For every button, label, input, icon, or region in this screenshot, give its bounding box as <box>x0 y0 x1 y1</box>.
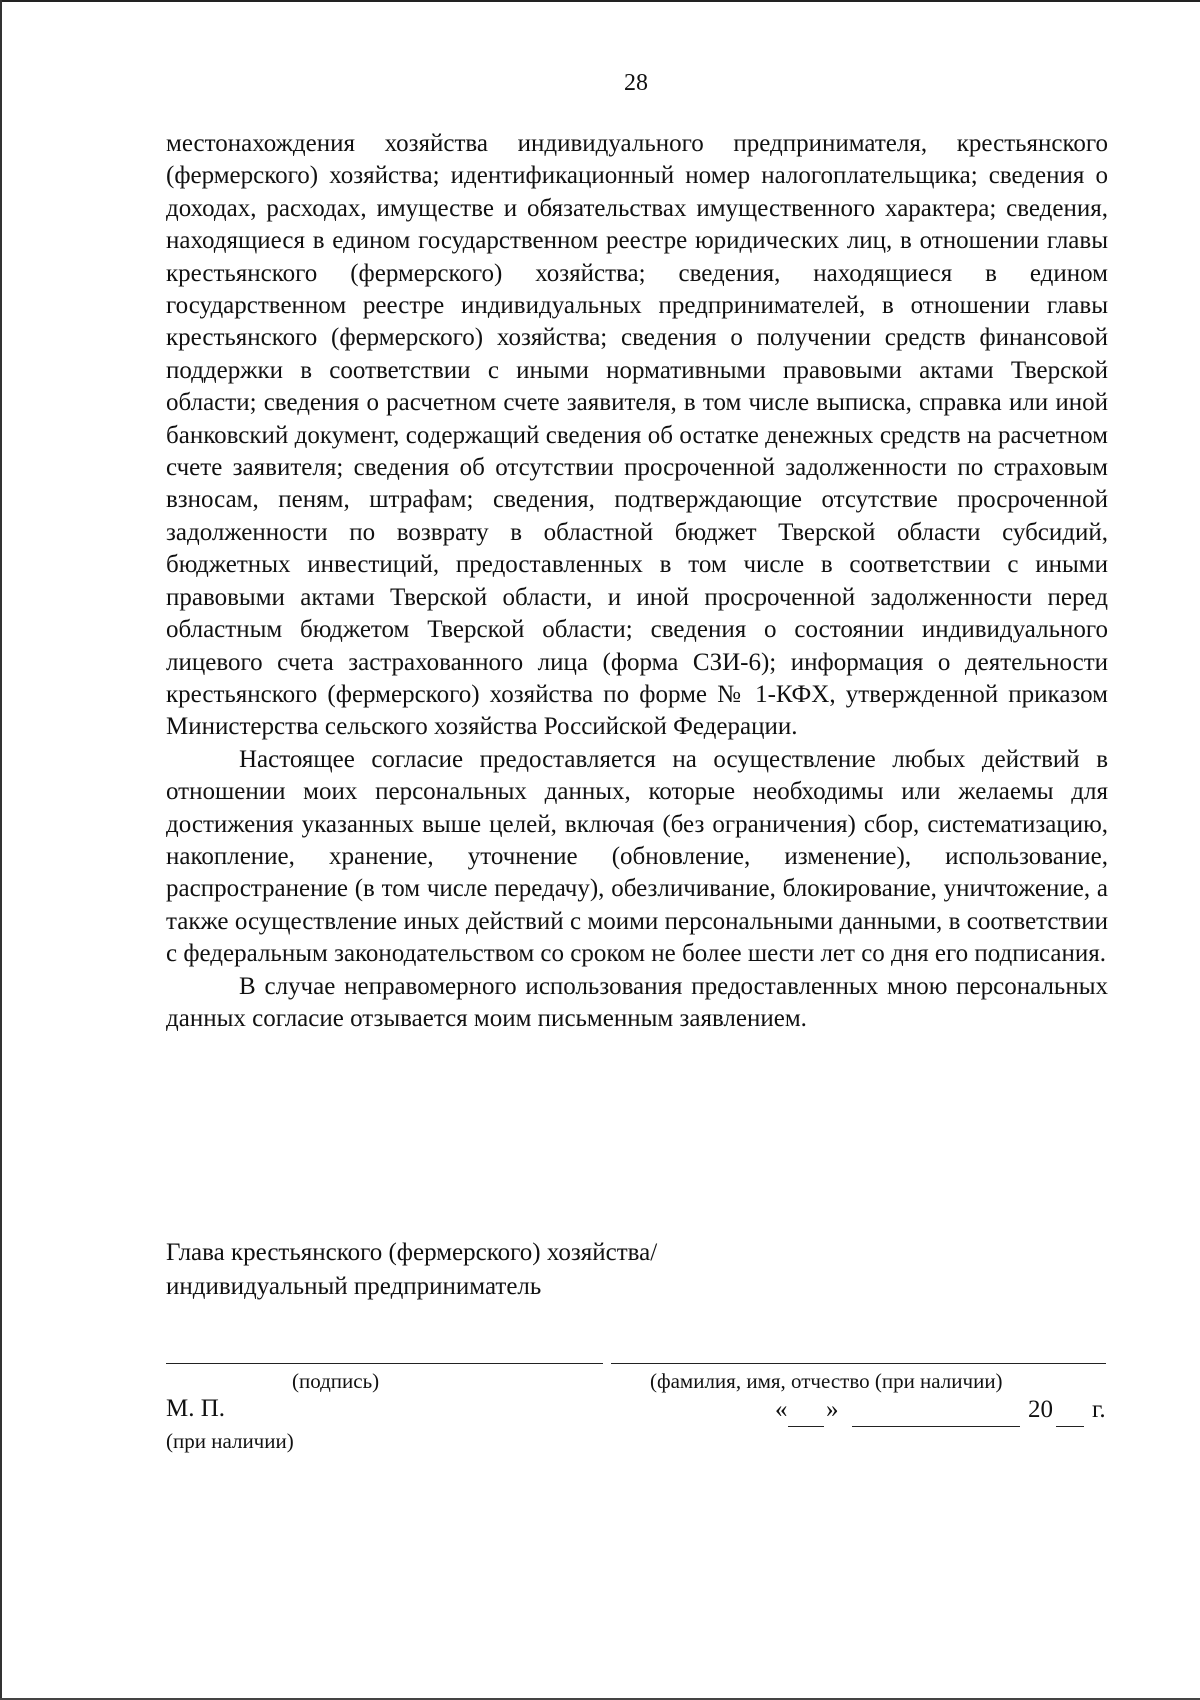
signatory-title <box>166 1236 657 1304</box>
date-day-blank <box>788 1426 824 1427</box>
stamp-note: (при наличии) <box>166 1429 294 1453</box>
stamp-label: М. П. <box>166 1395 226 1422</box>
page-number: 28 <box>624 70 648 96</box>
signature-line <box>166 1363 603 1364</box>
date-year-blank <box>1056 1426 1084 1427</box>
full-name-line <box>611 1363 1106 1364</box>
scan-edge-left <box>0 0 2 1700</box>
scan-edge-top <box>0 0 1200 2</box>
full-name-caption: (фамилия, имя, отчество (при наличии) <box>650 1369 1003 1393</box>
signature-caption: (подпись) <box>292 1369 380 1393</box>
date-year-unit: г. <box>1092 1396 1106 1423</box>
signatory-title-line-2: индивидуальный предприниматель <box>166 1273 542 1300</box>
date-month-blank <box>852 1426 1020 1427</box>
date-open-quote: « <box>775 1396 788 1423</box>
document-body <box>166 128 1108 1035</box>
date-close-quote: » <box>826 1396 839 1423</box>
paragraph-consent-scope: Настоящее согласие предоставляется на осуществление любых действий в отношении моих персональных данных, которые необходимы или желаемы для достижения указанных выше целей, включая (без ограничения) сбор, систематизацию, накопление, хранение, уточнение (обновление, изменение), использование, распространение (в том числе передачу), обезличивание, блокирование, уничтожение, а также осуществление иных действий с моими персональными данными, в соответствии с федеральным законодательством со сроком не более шести лет со дня его подписания. <box>166 745 1108 968</box>
paragraph-data-list: местонахождения хозяйства индивидуального предпринимателя, крестьянского (фермерского) хозяйства; идентификационный номер налогоплательщика; сведения о доходах, расходах, имуществе и обязательствах имущественного характера; сведения, находящиеся в едином государственном реестре юридических лиц, в отношении главы крестьянского (фермерского) хозяйства; сведения, находящиеся в едином государственном реестре индивидуальных предпринимателей, в отношении главы крестьянского (фермерского) хозяйства; сведения о получении средств финансовой поддержки в соответствии с иными нормативными правовыми актами Тверской области; сведения о расчетном счете заявителя, в том числе выписка, справка или иной банковский документ, содержащий сведения об остатке денежных средств на расчетном счете заявителя; сведения об отсутствии просроченной задолженности по страховым взносам, пеням, штрафам; сведения, подтверждающие отсутствие просроченной задолженности по возврату в областной бюджет Тверской области субсидий, бюджетных инвестиций, предоставленных в том числе в соответствии с иными правовыми актами Тверской области, и иной просроченной задолженности перед областным бюджетом Тверской области; сведения о состоянии индивидуального лицевого счета застрахованного лица (форма СЗИ-6); информация о деятельности крестьянского (фермерского) хозяйства по форме № 1-КФХ, утвержденной приказом Министерства сельского хозяйства Российской Федерации. <box>166 130 1108 741</box>
date-year-prefix: 20 <box>1028 1396 1053 1423</box>
paragraph-consent-revocation: В случае неправомерного использования предоставленных мною персональных данных согласие отзывается моим письменным заявлением. <box>166 972 1108 1032</box>
signatory-title-line-1: Глава крестьянского (фермерского) хозяйства/ <box>166 1239 658 1266</box>
